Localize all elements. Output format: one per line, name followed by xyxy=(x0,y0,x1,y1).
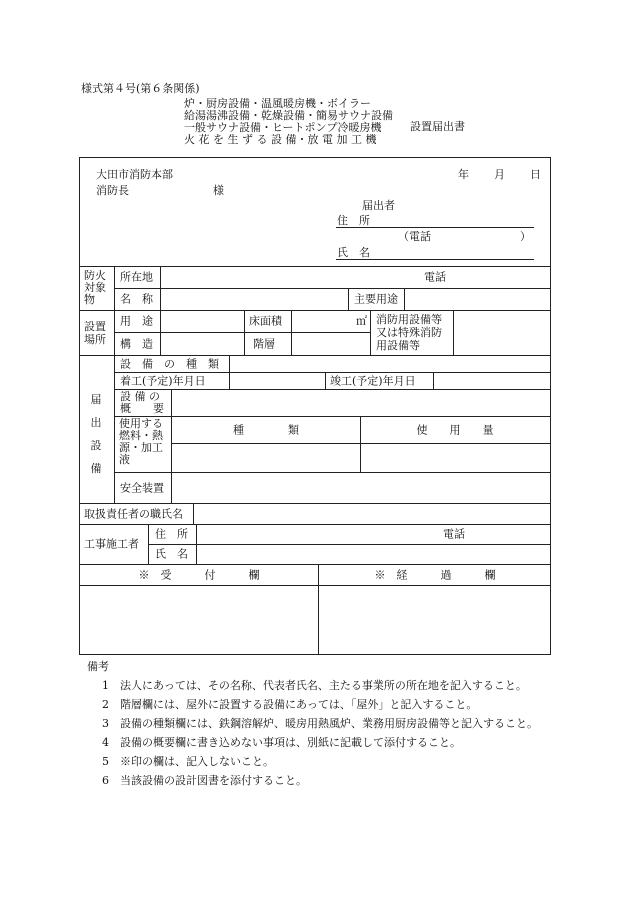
notifier-address-label: 住 所 xyxy=(337,214,370,227)
title-line: 一般サウナ設備・ヒートポンプ冷暖房機 xyxy=(184,121,382,134)
chief-label: 消防長 xyxy=(96,184,129,197)
contractor-section-label: 工事施工者 xyxy=(84,537,139,551)
date-month: 月 xyxy=(494,168,505,181)
title-line: 炉・厨房設備・温風暖房機・ボイラー xyxy=(184,97,371,110)
location-label: 所在地 xyxy=(120,270,153,284)
note-item: 4 設備の概要欄に書き込めない事項は、別紙に記載して添付すること。 xyxy=(102,736,461,749)
summary-label: 設 備 の概 要 xyxy=(120,390,164,415)
dept-name: 大田市消防本部 xyxy=(96,168,173,181)
install-use-label: 用 途 xyxy=(120,314,153,328)
safety-device-label: 安全装置 xyxy=(120,481,164,495)
finish-date-label: 竣工(予定)年月日 xyxy=(330,374,416,388)
address-underline xyxy=(336,227,534,228)
note-item: 3 設備の種類欄には、鉄鋼溶解炉、暖房用熱風炉、業務用厨房設備等と記入すること。 xyxy=(102,717,538,730)
title-suffix: 設置届出書 xyxy=(410,120,465,133)
note-item: 2 階層欄には、屋外に設置する設備にあっては、「屋外」と記入すること。 xyxy=(102,698,478,711)
kind-label: 設 備 の 種 類 xyxy=(120,357,219,371)
install-section-label: 設置場所 xyxy=(84,320,106,346)
usage-header: 使 用 量 xyxy=(416,423,494,437)
fuel-kind-header: 種 類 xyxy=(233,423,299,437)
reception-header: ※ 受 付 欄 xyxy=(138,568,260,582)
contractor-address-label: 住 所 xyxy=(155,527,188,541)
note-item: 5 ※印の欄は、記入しないこと。 xyxy=(102,755,274,768)
notifier-phone-close: ） xyxy=(520,230,531,243)
notes-title: 備考 xyxy=(87,660,109,673)
notifier-name-label: 氏 名 xyxy=(337,246,370,259)
equipment-section-label: 届出設備 xyxy=(90,393,102,475)
note-item: 6 当該設備の設計図書を添付すること。 xyxy=(102,774,307,787)
title-line: 給湯湯沸設備・乾燥設備・簡易サウナ設備 xyxy=(184,109,393,122)
area-unit: ㎡ xyxy=(356,314,367,328)
title-block xyxy=(184,98,393,146)
progress-header: ※ 経 過 欄 xyxy=(374,568,496,582)
contractor-name-label: 氏 名 xyxy=(155,547,188,561)
start-date-label: 着工(予定)年月日 xyxy=(120,374,206,388)
form-number: 様式第４号(第６条関係) xyxy=(81,82,200,95)
floor-label: 階層 xyxy=(253,337,275,351)
date-day: 日 xyxy=(530,168,541,181)
note-item: 1 法人にあっては、その名称、代表者氏名、主たる事業所の所在地を記入すること。 xyxy=(102,679,527,692)
manager-label: 取扱責任者の職氏名 xyxy=(84,507,183,521)
fuel-label: 使用する燃料・熱源・加工液 xyxy=(119,417,163,466)
name-underline xyxy=(336,259,534,260)
fire-equipment-label: 消防用設備等又は特殊消防用設備等 xyxy=(376,313,442,352)
floor-area-label: 床面積 xyxy=(249,314,282,328)
sama-label: 様 xyxy=(213,184,224,197)
structure-label: 構 造 xyxy=(120,337,153,351)
notifier-phone-label: （電話 xyxy=(398,230,431,243)
main-use-label: 主要用途 xyxy=(354,292,398,306)
object-name-label: 名 称 xyxy=(120,292,153,306)
notifier-label: 届出者 xyxy=(362,199,395,212)
contractor-phone-label: 電話 xyxy=(443,527,465,541)
object-phone-label: 電話 xyxy=(424,270,446,284)
object-section-label: 防火対象物 xyxy=(84,269,106,306)
date-year: 年 xyxy=(458,168,469,181)
title-line: 火 花 を 生 ず る 設 備・放 電 加 工 機 xyxy=(184,133,377,146)
